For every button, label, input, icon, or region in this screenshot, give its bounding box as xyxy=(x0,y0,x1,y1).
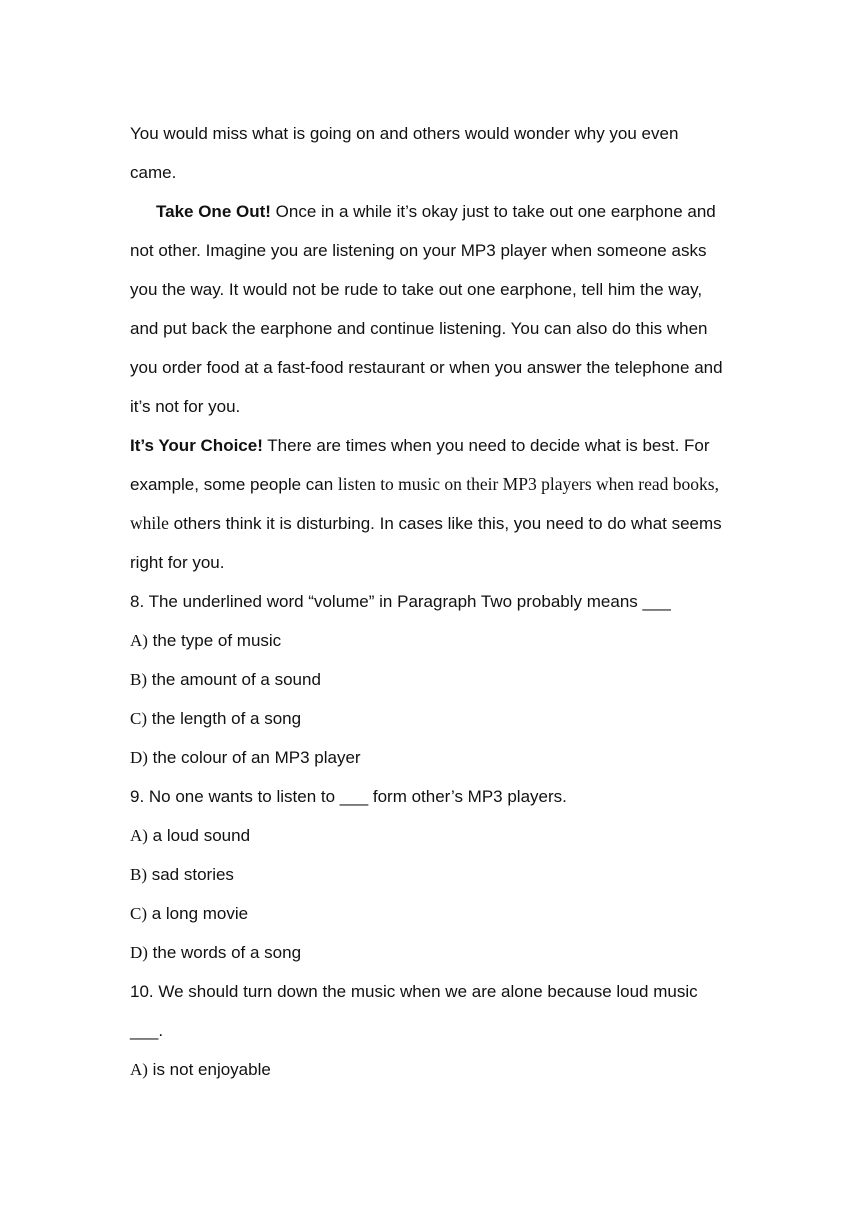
option-letter: A) xyxy=(130,1060,148,1079)
question-8-option-a xyxy=(130,621,742,660)
paragraph-2-heading: Take One Out! xyxy=(156,202,271,221)
question-9-stem: 9. No one wants to listen to ___ form other’s MP3 players. xyxy=(130,787,567,806)
option-text: a long movie xyxy=(147,904,249,923)
option-text: sad stories xyxy=(147,865,234,884)
question-10-stem: 10. We should turn down the music when we are alone because loud music xyxy=(130,982,698,1001)
question-10-stem-continued: ___. xyxy=(130,1021,164,1040)
option-letter: D) xyxy=(130,943,148,962)
option-text: the colour of an MP3 player xyxy=(147,748,361,767)
paragraph-1-line-1: You would miss what is going on and others would wonder why you even xyxy=(130,124,679,143)
question-8-stem: 8. The underlined word “volume” in Paragraph Two probably means ___ xyxy=(130,592,671,611)
paragraph-3-text: There are times when you need to decide what is best. For xyxy=(262,436,710,455)
question-9-option-b xyxy=(130,855,742,894)
paragraph-2-line-2: not other. Imagine you are listening on your MP3 player when someone asks xyxy=(130,241,707,260)
paragraph-3-line-4: right for you. xyxy=(130,553,225,572)
document-page xyxy=(130,114,742,1089)
option-text: the amount of a sound xyxy=(147,670,321,689)
option-letter: C) xyxy=(130,709,147,728)
paragraph-2-text: Once in a while it’s okay just to take out one earphone and xyxy=(270,202,716,221)
question-8-option-b xyxy=(130,660,742,699)
paragraph-1-line-2: came. xyxy=(130,163,177,182)
paragraph-3-line-1 xyxy=(130,426,742,465)
option-text: the type of music xyxy=(147,631,282,650)
paragraph-3-line-2-serif: listen to music on their MP3 players when read books, xyxy=(337,474,719,494)
question-8-option-c xyxy=(130,699,742,738)
question-8-option-d xyxy=(130,738,742,777)
paragraph-2-line-3: you the way. It would not be rude to take out one earphone, tell him the way, xyxy=(130,280,703,299)
paragraph-3-line-3-sans: others think it is disturbing. In cases like this, you need to do what seems xyxy=(168,514,722,533)
paragraph-3-line-3-serif: while xyxy=(130,513,169,533)
option-text: the length of a song xyxy=(147,709,302,728)
question-9-option-c xyxy=(130,894,742,933)
paragraph-3-heading: It’s Your Choice! xyxy=(130,436,263,455)
option-text: is not enjoyable xyxy=(147,1060,271,1079)
question-9-option-d xyxy=(130,933,742,972)
option-letter: C) xyxy=(130,904,147,923)
paragraph-2-line-6: it’s not for you. xyxy=(130,397,241,416)
paragraph-2-line-1 xyxy=(130,192,742,231)
paragraph-3-line-3 xyxy=(130,504,742,543)
option-letter: D) xyxy=(130,748,148,767)
paragraph-2-line-4: and put back the earphone and continue listening. You can also do this when xyxy=(130,319,708,338)
option-letter: A) xyxy=(130,631,148,650)
paragraph-3-line-2 xyxy=(130,465,742,504)
option-text: a loud sound xyxy=(147,826,251,845)
option-letter: B) xyxy=(130,865,147,884)
option-text: the words of a song xyxy=(147,943,302,962)
paragraph-3-line-2-sans: example, some people can xyxy=(130,475,338,494)
option-letter: A) xyxy=(130,826,148,845)
question-9-option-a xyxy=(130,816,742,855)
option-letter: B) xyxy=(130,670,147,689)
question-10-option-a xyxy=(130,1050,742,1089)
paragraph-2-line-5: you order food at a fast-food restaurant or when you answer the telephone and xyxy=(130,358,723,377)
